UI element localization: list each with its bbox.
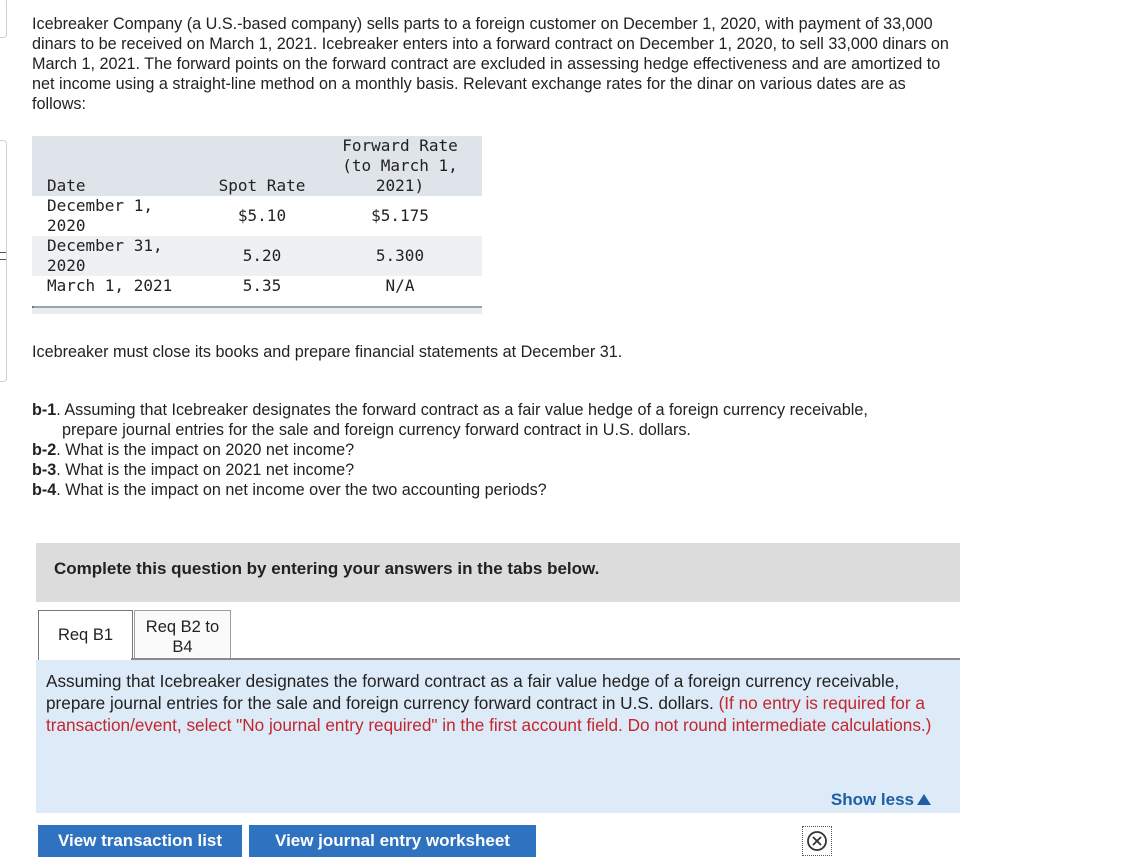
table-row [32,276,482,306]
date-line1: December 1, [47,196,153,215]
question-label: b-1 [32,401,57,419]
cell-spot: $5.10 [237,206,287,225]
panel-description: Assuming that Icebreaker designates the forward contract as a fair value hedge of a foreign currency receivable, prepare journal entries for the sale and foreign currency forward contract in U.S. dollars. [46,671,900,713]
tab-req-b1[interactable] [38,610,133,661]
view-transaction-list-button[interactable]: View transaction list [38,825,242,857]
cell-date [47,196,202,236]
table-header-row [32,136,482,196]
table-bottom-shade [32,308,482,314]
date-line2: 2020 [47,256,86,275]
instruction-banner [36,543,960,602]
tab-req-b2-to-b4[interactable] [134,610,231,660]
hamburger-icon[interactable] [0,252,6,260]
cell-forward: $5.175 [371,206,429,225]
tab-content-panel [36,660,960,813]
header-date: Date [47,176,86,195]
panel-text [46,670,936,736]
table-row [32,196,482,236]
question-text: . What is the impact on net income over the two accounting periods? [56,481,547,499]
question-b1-continuation: prepare journal entries for the sale and foreign currency forward contract in U.S. dollars. [62,421,691,439]
header-spot-rate: Spot Rate [218,176,306,195]
cell-forward: 5.300 [375,246,425,265]
problem-intro: Icebreaker Company (a U.S.-based company) sells parts to a foreign customer on December 1, 2020, with payment of 33,000 dinars to be received on March 1, 2021. Icebreaker enters into a forward contract on December 1, 2020, to sell 33,000 dinars on March 1, 2021. The forward points on the forward contract are excluded in assessing hedge effectiveness and are amortized to net income using a straight-line method on a monthly basis. Relevant exchange rates for the dinar on various dates are as follows: [32,15,949,113]
tab-label-line1: Req B2 to [145,618,220,636]
close-button[interactable] [802,826,832,856]
question-text: . What is the impact on 2020 net income? [56,441,355,459]
show-less-label: Show less [830,790,914,809]
cell-forward: N/A [385,276,415,295]
cell-spot: 5.35 [242,276,282,295]
question-text: . Assuming that Icebreaker designates the forward contract as a fair value hedge of a foreign currency receivable, [56,401,868,419]
cell-date: March 1, 2021 [47,276,173,295]
cell-date [47,236,202,276]
question-label: b-4 [32,481,57,499]
tab-label-line2: B4 [172,638,193,656]
date-line2: 2020 [47,216,86,235]
view-journal-entry-worksheet-button[interactable]: View journal entry worksheet [249,825,536,857]
exchange-rates-table [32,136,482,314]
panel-instruction: (If no entry is required for a transaction/event, select "No journal entry required" in the first account field. Do not round intermediate calculations.) [46,693,932,735]
circle-x-icon [803,827,831,855]
question-list [32,400,952,500]
left-edge-tab-middle [0,140,7,382]
table-row [32,236,482,276]
question-b3 [32,460,952,480]
instruction-banner-text: Complete this question by entering your answers in the tabs below. [54,559,600,578]
cell-spot: 5.20 [242,246,282,265]
tab-label: Req B1 [57,626,114,644]
header-forward-rate [330,136,470,196]
header-forward-line1: Forward Rate [342,136,458,155]
header-forward-line3: 2021) [375,176,425,195]
close-books-note: Icebreaker must close its books and prepare financial statements at December 31. [32,343,623,361]
triangle-up-icon [916,793,932,806]
question-b2 [32,440,952,460]
left-edge-tab-top [0,0,7,38]
question-text: . What is the impact on 2021 net income? [56,461,355,479]
question-label: b-2 [32,441,57,459]
question-label: b-3 [32,461,57,479]
date-line1: December 31, [47,236,163,255]
header-forward-line2: (to March 1, [342,156,458,175]
question-b1 [32,400,952,420]
question-b4 [32,480,952,500]
tab-label [135,611,230,657]
show-less-link[interactable] [831,790,932,810]
